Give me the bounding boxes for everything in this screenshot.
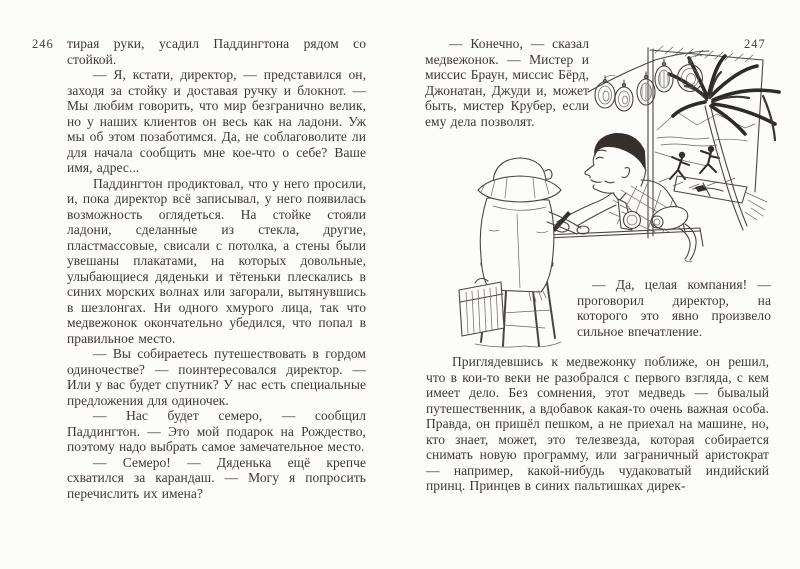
page-number-right: 247 <box>744 37 766 51</box>
palm-tree <box>669 56 779 230</box>
running-figures <box>670 146 719 179</box>
paragraph-looking-closer: Приглядевшись к медвежонку поближе, он решил, что в кои-то веки не разобрался с первого взгляда, с кем имеет дело. Без сомнения, этот медведь — бывалый путешественник, а вдобавок какая-то очень важная особа. Правда, он пришёл пешком, а не приехал на машине, но, кто знает, может, это телезвезда, которая собирается снимать новую программу, или заграничный аристократ — например, какой-нибудь чудаковатый индийский принц. Принцев в синих пальтишках дирек- <box>426 354 769 493</box>
suitcase <box>459 278 504 336</box>
director-hair <box>594 133 646 172</box>
paragraph-continuation: тирая руки, усадил Паддингтона рядом со стойкой. <box>67 36 366 67</box>
paragraph-of-course: — Конечно, — сказал медвежонок. — Мистер и миссис Браун, миссис Бёрд, Джонатан, Джуди и, может быть, мистер Крубер, если ему дела позволят. <box>425 36 589 129</box>
paragraph-seven-of-us: — Нас будет семеро, — сообщил Паддингтон. — Это мой подарок на Рождество, поэтому надо выбрать самое замечательное место. <box>67 408 366 454</box>
paragraph-question-alone: — Вы собираетесь путешествовать в гордом одиночестве? — поинтересовался директор. — Или у вас будет спутник? У нас есть специальные предложения для одиночек. <box>67 346 366 408</box>
paddington-coat <box>480 198 554 292</box>
paragraph-office-description: Паддингтон продиктовал, что у него просили, и, пока директор всё записывал, у него появилась возможность оглядеться. На стойке стояли ладони, сделанные из стекла, другие, пластмассовые, свисали с потолка, а стены были увешаны плакатами, на которых довольные, улыбающиеся дяденьки и тётеньки плескались в синих морских волнах или загорали, вытянувшись в шезлонгах. Ни одного хмурого лица, так что медвежонок окончательно убедился, что попал в правильное место. <box>67 175 366 346</box>
ceiling-hatch <box>655 46 753 62</box>
page-right <box>420 0 800 569</box>
paragraph-director-intro: — Я, кстати, директор, — представился он, заходя за стойку и доставая ручку и блокнот. — Мы любим говорить, что мир безгранично велик, но у наших клиентов он весь как на ладони. Уж мы об этом позаботимся. Да, не соблаговолите ли для начала сообщить мне кое-что о себе? Ваше имя, адрес... <box>67 67 366 175</box>
paragraph-whole-company: — Да, целая компания! — проговорил директор, на которого это явно произвело сильное впечатление. <box>577 277 771 339</box>
director-tie <box>618 199 641 230</box>
left-text-column <box>67 36 366 501</box>
page-number-left: 246 <box>32 37 54 51</box>
paddington-figure <box>478 158 589 302</box>
paragraph-list-names: — Семеро! — Дяденька ещё крепче схватился за карандаш. — Могу я попросить перечислить их имена? <box>67 454 366 501</box>
paddington-hat <box>478 158 561 202</box>
